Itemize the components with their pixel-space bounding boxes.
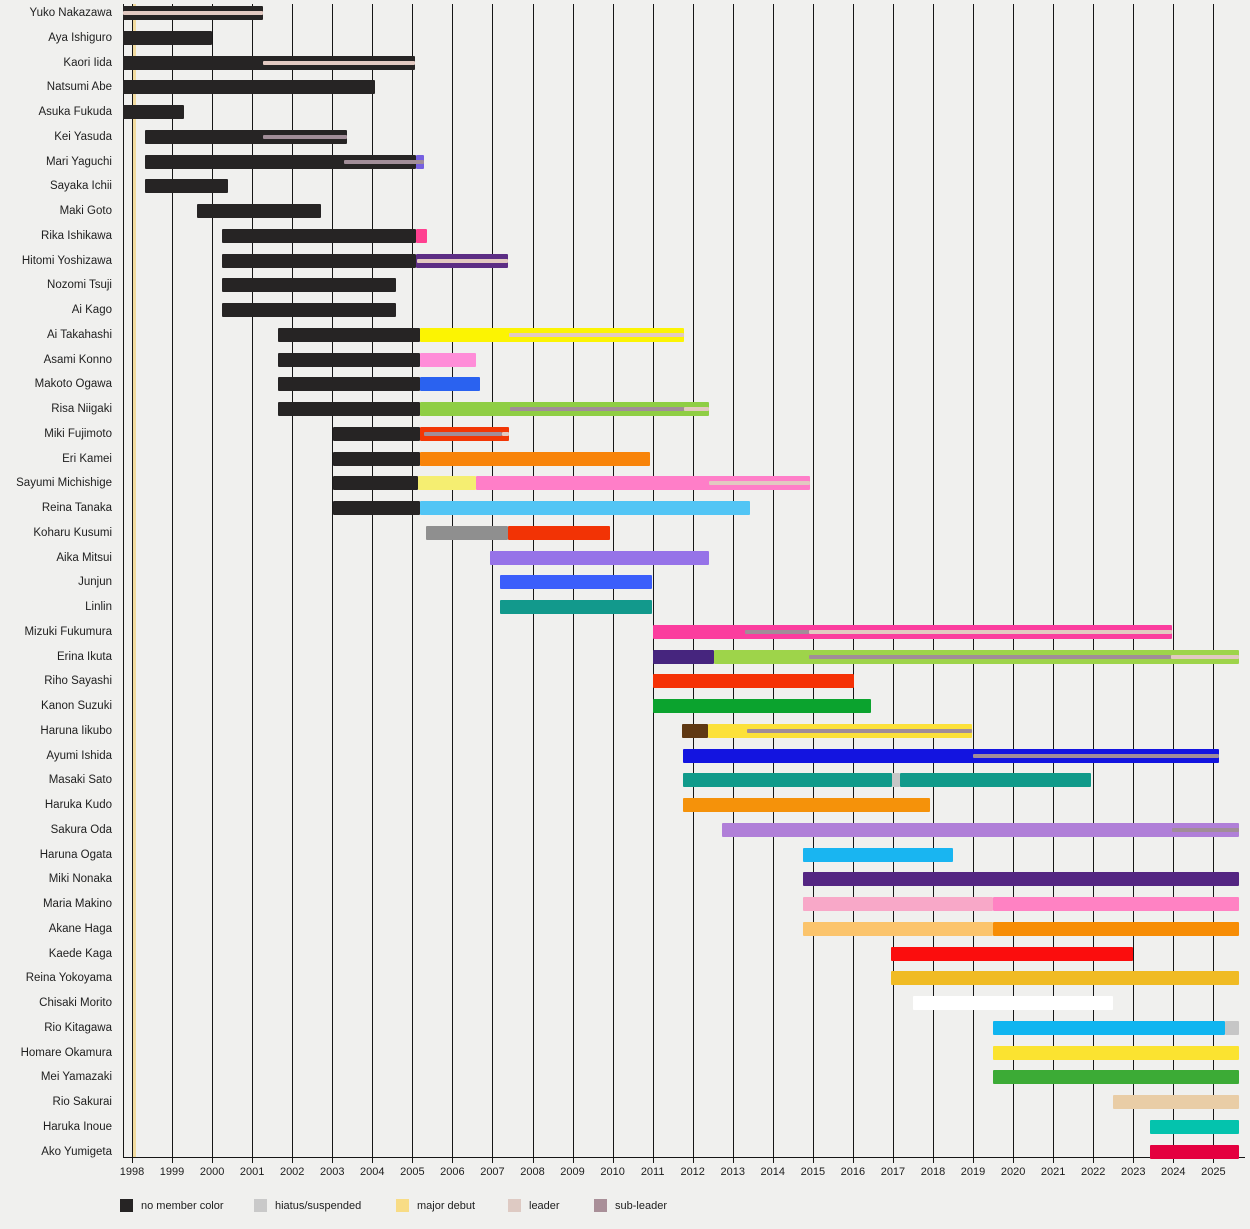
- subleader-stripe: [745, 630, 809, 634]
- member-name-label: Kaede Kaga: [48, 947, 112, 960]
- tenure-bar-segment: [333, 452, 420, 466]
- tenure-bar-segment: [1225, 1021, 1239, 1035]
- axis-year-label: 2011: [640, 1166, 665, 1178]
- year-gridline: [733, 4, 734, 1157]
- tenure-bar-segment: [891, 971, 1239, 985]
- axis-year-label: 2007: [480, 1166, 505, 1178]
- subleader-stripe: [263, 135, 347, 139]
- member-name-label: Haruna Ogata: [39, 848, 112, 861]
- axis-year-label: 2021: [1040, 1166, 1066, 1178]
- tenure-bar-segment: [333, 501, 420, 515]
- axis-year-label: 2014: [760, 1166, 786, 1178]
- year-gridline: [492, 4, 493, 1157]
- tenure-bar-segment: [653, 650, 714, 664]
- tenure-bar-segment: [1150, 1120, 1239, 1134]
- member-name-label: Junjun: [78, 576, 112, 589]
- year-gridline: [853, 4, 854, 1157]
- tenure-bar-segment: [333, 427, 420, 441]
- axis-year-label: 2019: [960, 1166, 986, 1178]
- subleader-stripe: [973, 754, 1219, 758]
- member-name-label: Masaki Sato: [48, 774, 112, 787]
- legend-swatch-leader: [508, 1199, 521, 1212]
- member-name-label: Sayumi Michishige: [16, 477, 112, 490]
- member-name-label: Rio Sakurai: [52, 1096, 112, 1108]
- member-name-label: Rika Ishikawa: [41, 229, 112, 242]
- year-gridline: [773, 4, 774, 1157]
- year-gridline: [292, 4, 293, 1157]
- member-name-label: Riho Sayashi: [44, 675, 112, 688]
- year-gridline: [452, 4, 453, 1157]
- tenure-bar-segment: [278, 328, 420, 342]
- leader-stripe: [417, 259, 508, 263]
- tenure-bar-segment: [420, 501, 750, 515]
- member-name-label: Haruka Inoue: [42, 1120, 112, 1133]
- tenure-bar-segment: [416, 229, 427, 243]
- member-name-label: Sakura Oda: [50, 823, 112, 836]
- member-name-label: Homare Okamura: [20, 1046, 112, 1059]
- leader-stripe: [263, 61, 415, 65]
- member-name-label: Haruka Kudo: [44, 799, 112, 811]
- tenure-bar-segment: [426, 526, 508, 540]
- member-name-label: Nozomi Tsuji: [47, 279, 112, 292]
- axis-year-label: 2012: [680, 1166, 705, 1178]
- axis-year-label: 2016: [840, 1166, 866, 1178]
- tenure-bar-segment: [803, 922, 993, 936]
- tenure-bar-segment: [418, 476, 476, 490]
- year-gridline: [172, 4, 173, 1157]
- tenure-bar-segment: [197, 204, 321, 218]
- axis-year-label: 2015: [800, 1166, 826, 1178]
- axis-year-label: 2002: [279, 1166, 305, 1178]
- axis-year-label: 2001: [239, 1166, 265, 1178]
- axis-year-label: 2010: [600, 1166, 625, 1178]
- chart-left-border: [123, 4, 124, 1157]
- tenure-bar-segment: [993, 922, 1239, 936]
- member-name-label: Miki Nonaka: [48, 873, 112, 886]
- subleader-stripe: [809, 655, 1171, 659]
- tenure-bar-segment: [222, 229, 416, 243]
- member-name-label: Risa Niigaki: [51, 403, 112, 415]
- axis-year-label: 2013: [720, 1166, 745, 1178]
- axis-year-label: 2024: [1161, 1166, 1186, 1178]
- leader-stripe: [809, 630, 1172, 634]
- axis-year-label: 2025: [1201, 1166, 1226, 1178]
- tenure-bar-segment: [508, 526, 610, 540]
- legend-swatch-no-member-color: [120, 1199, 133, 1212]
- tenure-bar-segment: [278, 353, 420, 367]
- axis-year-label: 2009: [560, 1166, 585, 1178]
- axis-year-label: 2020: [1000, 1166, 1026, 1178]
- tenure-bar-segment: [123, 80, 375, 94]
- leader-stripe: [123, 11, 263, 15]
- tenure-bar-segment: [420, 377, 479, 391]
- member-name-label: Rio Kitagawa: [44, 1021, 112, 1034]
- member-name-label: Koharu Kusumi: [33, 526, 112, 539]
- tenure-bar-segment: [683, 798, 931, 812]
- member-name-label: Ai Kago: [71, 304, 112, 316]
- axis-year-label: 2018: [920, 1166, 946, 1178]
- year-gridline: [372, 4, 373, 1157]
- tenure-bar-segment: [420, 353, 476, 367]
- axis-year-label: 1999: [159, 1166, 185, 1178]
- axis-year-label: 2023: [1121, 1166, 1146, 1178]
- member-name-label: Chisaki Morito: [39, 997, 112, 1009]
- x-axis-line: [123, 1157, 1244, 1158]
- legend-label: hiatus/suspended: [275, 1200, 362, 1212]
- tenure-bar-segment: [490, 551, 709, 565]
- tenure-bar-segment: [123, 31, 212, 45]
- member-name-label: Asuka Fukuda: [38, 106, 112, 118]
- tenure-bar-segment: [500, 600, 652, 614]
- tenure-bar-segment: [278, 377, 420, 391]
- tenure-bar-segment: [993, 1070, 1239, 1084]
- member-name-label: Aya Ishiguro: [48, 31, 112, 44]
- tenure-bar-segment: [803, 848, 953, 862]
- tenure-bar-segment: [891, 947, 1133, 961]
- member-name-label: Kanon Suzuki: [41, 700, 112, 712]
- member-name-label: Ai Takahashi: [47, 328, 112, 341]
- axis-year-label: 2017: [880, 1166, 906, 1178]
- axis-year-label: 2004: [360, 1166, 385, 1178]
- tenure-bar-segment: [653, 674, 854, 688]
- member-name-label: Maki Goto: [59, 205, 112, 217]
- tenure-bar-segment: [333, 476, 418, 490]
- legend-label: major debut: [417, 1200, 476, 1212]
- leader-stripe: [684, 407, 709, 411]
- axis-year-label: 2006: [440, 1166, 465, 1178]
- subleader-stripe: [344, 160, 424, 164]
- legend-label: sub-leader: [615, 1200, 667, 1212]
- member-name-label: Mizuki Fukumura: [24, 625, 112, 638]
- major-debut-line: [133, 4, 136, 1157]
- subleader-stripe: [747, 729, 972, 733]
- tenure-bar-segment: [900, 773, 1091, 787]
- axis-year-label: 2008: [520, 1166, 545, 1178]
- tenure-bar-segment: [420, 452, 649, 466]
- member-name-label: Miki Fujimoto: [44, 427, 112, 440]
- tenure-bar-segment: [653, 699, 871, 713]
- member-name-label: Asami Konno: [43, 353, 112, 366]
- tenure-bar-segment: [683, 773, 892, 787]
- tenure-bar-segment: [993, 897, 1239, 911]
- member-name-label: Yuko Nakazawa: [29, 7, 112, 19]
- member-name-label: Erina Ikuta: [57, 650, 112, 663]
- member-name-label: Linlin: [85, 601, 112, 613]
- axis-year-label: 2005: [400, 1166, 425, 1178]
- legend-label: leader: [529, 1200, 560, 1212]
- tenure-bar-segment: [993, 1021, 1225, 1035]
- year-gridline: [693, 4, 694, 1157]
- tenure-bar-segment: [123, 105, 184, 119]
- year-gridline: [653, 4, 654, 1157]
- subleader-stripe: [1172, 828, 1239, 832]
- year-gridline: [412, 4, 413, 1157]
- member-name-label: Aika Mitsui: [56, 551, 112, 564]
- tenure-bar-segment: [500, 575, 652, 589]
- tenure-bar-segment: [222, 303, 396, 317]
- leader-stripe: [1171, 655, 1239, 659]
- year-gridline: [332, 4, 333, 1157]
- member-name-label: Natsumi Abe: [46, 81, 112, 94]
- member-name-label: Kaori Iida: [63, 56, 112, 69]
- axis-year-label: 2022: [1080, 1166, 1106, 1178]
- legend-swatch-hiatus-suspended: [254, 1199, 267, 1212]
- member-name-label: Eri Kamei: [62, 452, 112, 465]
- member-name-label: Mari Yaguchi: [45, 155, 112, 168]
- member-name-label: Ako Yumigeta: [41, 1145, 112, 1158]
- legend-swatch-sub-leader: [594, 1199, 607, 1212]
- legend-swatch-major-debut: [396, 1199, 409, 1212]
- tenure-bar-segment: [222, 254, 416, 268]
- subleader-stripe: [510, 407, 683, 411]
- member-name-label: Akane Haga: [48, 922, 112, 935]
- legend-label: no member color: [141, 1200, 224, 1212]
- tenure-bar-segment: [722, 823, 1239, 837]
- tenure-bar-segment: [278, 402, 420, 416]
- tenure-bar-segment: [803, 872, 1240, 886]
- member-name-label: Ayumi Ishida: [46, 749, 112, 762]
- axis-year-label: 2003: [320, 1166, 345, 1178]
- leader-stripe: [709, 481, 810, 485]
- tenure-bar-segment: [993, 1046, 1239, 1060]
- year-gridline: [252, 4, 253, 1157]
- subleader-stripe: [424, 432, 502, 436]
- leader-stripe: [509, 333, 684, 337]
- leader-stripe: [502, 432, 509, 436]
- tenure-bar-segment: [913, 996, 1113, 1010]
- member-name-label: Reina Yokoyama: [25, 972, 112, 985]
- year-gridline: [813, 4, 814, 1157]
- chart-legend: [0, 1199, 1250, 1229]
- year-gridline: [212, 4, 213, 1157]
- member-name-label: Kei Yasuda: [54, 130, 112, 143]
- member-name-label: Hitomi Yoshizawa: [21, 254, 112, 267]
- tenure-bar-segment: [1150, 1145, 1239, 1159]
- tenure-bar-segment: [222, 278, 396, 292]
- member-name-label: Sayaka Ichii: [49, 180, 112, 193]
- member-name-label: Makoto Ogawa: [34, 378, 112, 391]
- tenure-bar-segment: [145, 179, 228, 193]
- axis-year-label: 1998: [119, 1166, 145, 1178]
- tenure-bar-segment: [803, 897, 993, 911]
- tenure-bar-segment: [892, 773, 900, 787]
- member-name-label: Reina Tanaka: [41, 502, 112, 514]
- tenure-bar-segment: [1113, 1095, 1239, 1109]
- tenure-bar-segment: [682, 724, 708, 738]
- member-name-label: Haruna Iikubo: [40, 724, 112, 737]
- axis-year-label: 2000: [199, 1166, 225, 1178]
- member-name-label: Maria Makino: [42, 898, 112, 910]
- member-name-label: Mei Yamazaki: [40, 1071, 112, 1084]
